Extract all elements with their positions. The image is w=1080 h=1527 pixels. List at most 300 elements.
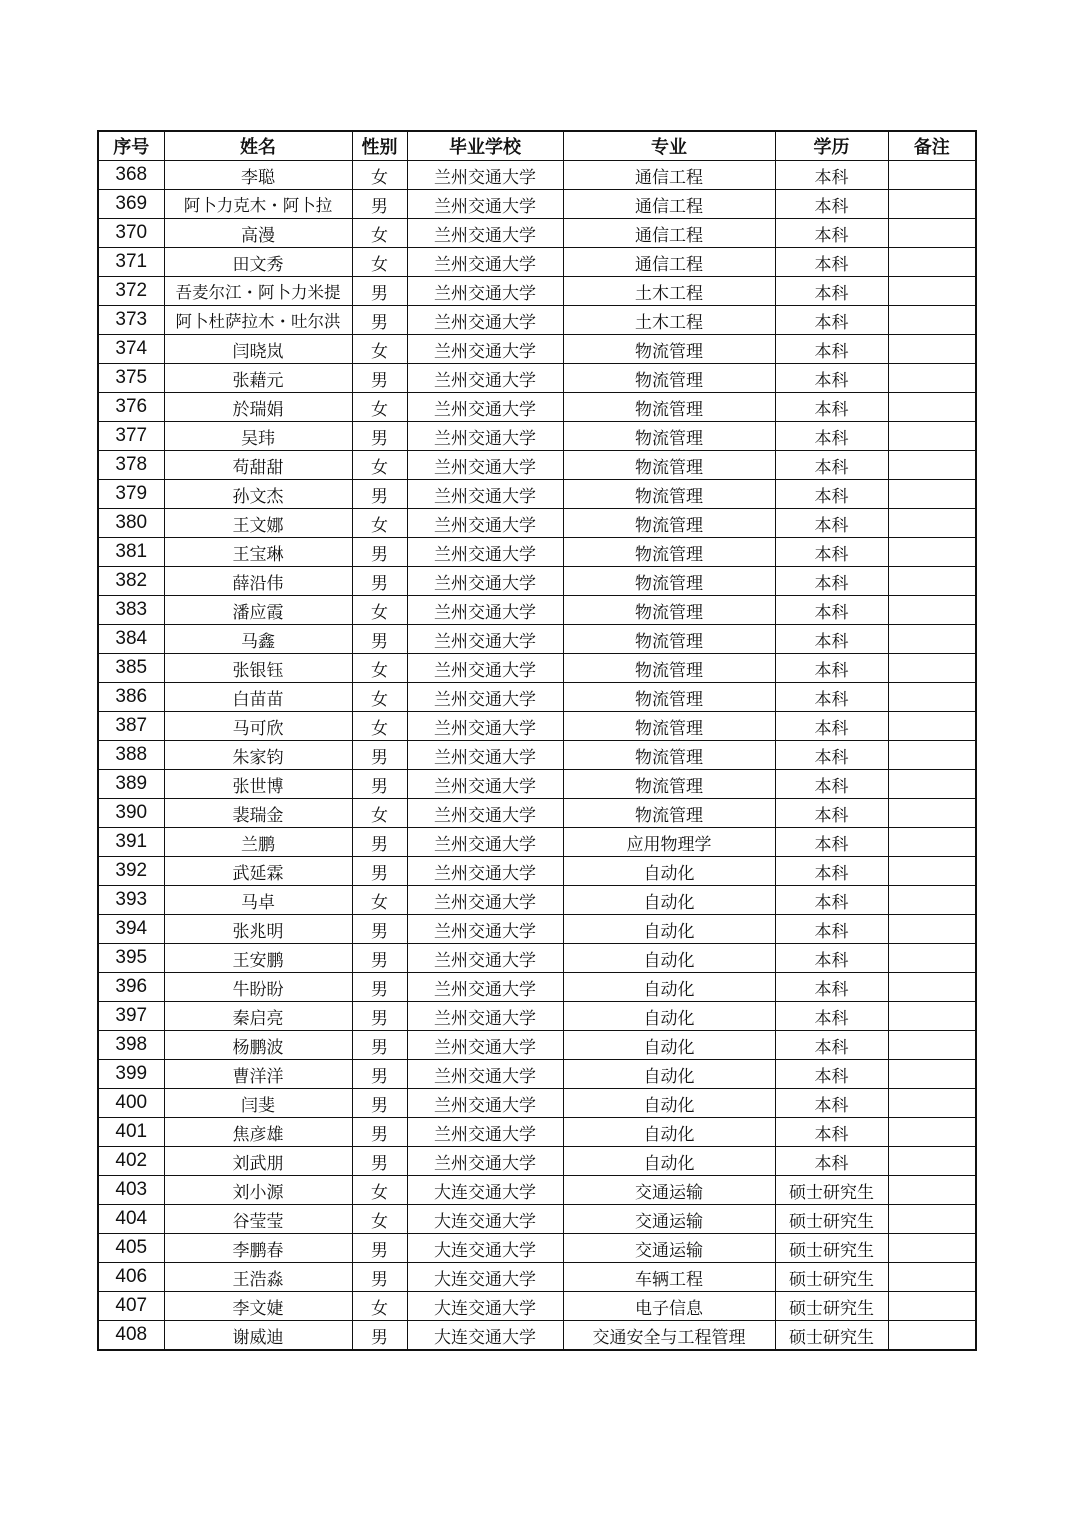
school-cell: 兰州交通大学 xyxy=(407,973,563,1002)
school-cell: 大连交通大学 xyxy=(407,1176,563,1205)
name-cell: 马卓 xyxy=(164,886,352,915)
school-cell: 兰州交通大学 xyxy=(407,654,563,683)
remarks-cell xyxy=(888,538,976,567)
table-row xyxy=(98,219,976,248)
table-row xyxy=(98,683,976,712)
gender-cell: 女 xyxy=(352,393,407,422)
degree-cell: 本科 xyxy=(775,915,888,944)
serial-cell: 372 xyxy=(98,277,164,306)
major-cell: 通信工程 xyxy=(563,248,775,277)
name-cell: 秦启亮 xyxy=(164,1002,352,1031)
major-cell: 交通运输 xyxy=(563,1176,775,1205)
major-cell: 物流管理 xyxy=(563,422,775,451)
remarks-cell xyxy=(888,1176,976,1205)
serial-cell: 402 xyxy=(98,1147,164,1176)
serial-cell: 390 xyxy=(98,799,164,828)
name-cell: 谢威迪 xyxy=(164,1321,352,1351)
name-cell: 於瑞娟 xyxy=(164,393,352,422)
table-row xyxy=(98,567,976,596)
table-row xyxy=(98,509,976,538)
serial-cell: 377 xyxy=(98,422,164,451)
major-cell: 通信工程 xyxy=(563,190,775,219)
name-cell: 杨鹏波 xyxy=(164,1031,352,1060)
major-cell: 自动化 xyxy=(563,1031,775,1060)
table-row xyxy=(98,480,976,509)
major-cell: 物流管理 xyxy=(563,480,775,509)
remarks-cell xyxy=(888,509,976,538)
remarks-cell xyxy=(888,161,976,190)
header-school: 毕业学校 xyxy=(407,131,563,161)
degree-cell: 本科 xyxy=(775,654,888,683)
name-cell: 张藉元 xyxy=(164,364,352,393)
table-row xyxy=(98,190,976,219)
serial-cell: 368 xyxy=(98,161,164,190)
major-cell: 自动化 xyxy=(563,1060,775,1089)
school-cell: 兰州交通大学 xyxy=(407,1089,563,1118)
header-degree: 学历 xyxy=(775,131,888,161)
school-cell: 兰州交通大学 xyxy=(407,683,563,712)
remarks-cell xyxy=(888,219,976,248)
table-row xyxy=(98,538,976,567)
gender-cell: 男 xyxy=(352,944,407,973)
gender-cell: 女 xyxy=(352,219,407,248)
degree-cell: 本科 xyxy=(775,944,888,973)
remarks-cell xyxy=(888,596,976,625)
degree-cell: 本科 xyxy=(775,422,888,451)
serial-cell: 396 xyxy=(98,973,164,1002)
name-cell: 谷莹莹 xyxy=(164,1205,352,1234)
gender-cell: 男 xyxy=(352,1147,407,1176)
major-cell: 交通安全与工程管理 xyxy=(563,1321,775,1351)
name-cell: 刘武朋 xyxy=(164,1147,352,1176)
major-cell: 物流管理 xyxy=(563,567,775,596)
school-cell: 兰州交通大学 xyxy=(407,1118,563,1147)
major-cell: 交通运输 xyxy=(563,1205,775,1234)
header-serial: 序号 xyxy=(98,131,164,161)
major-cell: 自动化 xyxy=(563,915,775,944)
major-cell: 物流管理 xyxy=(563,509,775,538)
gender-cell: 女 xyxy=(352,335,407,364)
major-cell: 物流管理 xyxy=(563,654,775,683)
gender-cell: 男 xyxy=(352,277,407,306)
remarks-cell xyxy=(888,1031,976,1060)
remarks-cell xyxy=(888,857,976,886)
gender-cell: 男 xyxy=(352,1031,407,1060)
name-cell: 张兆明 xyxy=(164,915,352,944)
school-cell: 兰州交通大学 xyxy=(407,596,563,625)
table-row xyxy=(98,1205,976,1234)
degree-cell: 本科 xyxy=(775,683,888,712)
table-row xyxy=(98,1031,976,1060)
degree-cell: 本科 xyxy=(775,1147,888,1176)
gender-cell: 女 xyxy=(352,451,407,480)
remarks-cell xyxy=(888,451,976,480)
name-cell: 刘小源 xyxy=(164,1176,352,1205)
serial-cell: 408 xyxy=(98,1321,164,1351)
serial-cell: 403 xyxy=(98,1176,164,1205)
header-major: 专业 xyxy=(563,131,775,161)
name-cell: 牛盼盼 xyxy=(164,973,352,1002)
degree-cell: 本科 xyxy=(775,567,888,596)
table-row xyxy=(98,625,976,654)
serial-cell: 401 xyxy=(98,1118,164,1147)
major-cell: 自动化 xyxy=(563,1089,775,1118)
remarks-cell xyxy=(888,1089,976,1118)
serial-cell: 394 xyxy=(98,915,164,944)
name-cell: 王浩淼 xyxy=(164,1263,352,1292)
school-cell: 兰州交通大学 xyxy=(407,190,563,219)
gender-cell: 女 xyxy=(352,509,407,538)
major-cell: 物流管理 xyxy=(563,393,775,422)
serial-cell: 397 xyxy=(98,1002,164,1031)
gender-cell: 女 xyxy=(352,248,407,277)
gender-cell: 男 xyxy=(352,1321,407,1351)
serial-cell: 388 xyxy=(98,741,164,770)
gender-cell: 男 xyxy=(352,364,407,393)
degree-cell: 本科 xyxy=(775,770,888,799)
gender-cell: 女 xyxy=(352,1176,407,1205)
gender-cell: 女 xyxy=(352,886,407,915)
name-cell: 曹洋洋 xyxy=(164,1060,352,1089)
serial-cell: 400 xyxy=(98,1089,164,1118)
school-cell: 兰州交通大学 xyxy=(407,538,563,567)
degree-cell: 本科 xyxy=(775,538,888,567)
name-cell: 王宝琳 xyxy=(164,538,352,567)
degree-cell: 本科 xyxy=(775,335,888,364)
major-cell: 通信工程 xyxy=(563,219,775,248)
school-cell: 兰州交通大学 xyxy=(407,1002,563,1031)
remarks-cell xyxy=(888,741,976,770)
gender-cell: 女 xyxy=(352,683,407,712)
serial-cell: 373 xyxy=(98,306,164,335)
major-cell: 物流管理 xyxy=(563,799,775,828)
header-remarks: 备注 xyxy=(888,131,976,161)
name-cell: 阿卜力克木・阿卜拉 xyxy=(164,190,352,219)
table-row xyxy=(98,944,976,973)
degree-cell: 本科 xyxy=(775,161,888,190)
gender-cell: 男 xyxy=(352,306,407,335)
remarks-cell xyxy=(888,915,976,944)
table-row xyxy=(98,1147,976,1176)
remarks-cell xyxy=(888,625,976,654)
degree-cell: 本科 xyxy=(775,480,888,509)
name-cell: 高漫 xyxy=(164,219,352,248)
major-cell: 应用物理学 xyxy=(563,828,775,857)
gender-cell: 男 xyxy=(352,1234,407,1263)
gender-cell: 女 xyxy=(352,799,407,828)
degree-cell: 本科 xyxy=(775,1089,888,1118)
remarks-cell xyxy=(888,1321,976,1351)
header-name: 姓名 xyxy=(164,131,352,161)
remarks-cell xyxy=(888,393,976,422)
roster-body xyxy=(98,161,976,1351)
school-cell: 大连交通大学 xyxy=(407,1263,563,1292)
major-cell: 物流管理 xyxy=(563,596,775,625)
name-cell: 吾麦尔江・阿卜力米提 xyxy=(164,277,352,306)
school-cell: 兰州交通大学 xyxy=(407,625,563,654)
degree-cell: 硕士研究生 xyxy=(775,1176,888,1205)
school-cell: 兰州交通大学 xyxy=(407,161,563,190)
school-cell: 兰州交通大学 xyxy=(407,1060,563,1089)
table-row xyxy=(98,973,976,1002)
degree-cell: 本科 xyxy=(775,509,888,538)
major-cell: 自动化 xyxy=(563,973,775,1002)
serial-cell: 385 xyxy=(98,654,164,683)
remarks-cell xyxy=(888,1002,976,1031)
school-cell: 兰州交通大学 xyxy=(407,770,563,799)
serial-cell: 393 xyxy=(98,886,164,915)
table-row xyxy=(98,654,976,683)
major-cell: 交通运输 xyxy=(563,1234,775,1263)
serial-cell: 378 xyxy=(98,451,164,480)
serial-cell: 392 xyxy=(98,857,164,886)
school-cell: 兰州交通大学 xyxy=(407,741,563,770)
school-cell: 兰州交通大学 xyxy=(407,451,563,480)
serial-cell: 391 xyxy=(98,828,164,857)
school-cell: 兰州交通大学 xyxy=(407,364,563,393)
school-cell: 兰州交通大学 xyxy=(407,480,563,509)
serial-cell: 374 xyxy=(98,335,164,364)
school-cell: 兰州交通大学 xyxy=(407,1031,563,1060)
school-cell: 兰州交通大学 xyxy=(407,799,563,828)
name-cell: 苟甜甜 xyxy=(164,451,352,480)
name-cell: 白苗苗 xyxy=(164,683,352,712)
name-cell: 潘应霞 xyxy=(164,596,352,625)
name-cell: 李鹏春 xyxy=(164,1234,352,1263)
gender-cell: 男 xyxy=(352,828,407,857)
serial-cell: 406 xyxy=(98,1263,164,1292)
gender-cell: 女 xyxy=(352,1205,407,1234)
remarks-cell xyxy=(888,567,976,596)
school-cell: 兰州交通大学 xyxy=(407,712,563,741)
roster-table xyxy=(97,130,977,1351)
degree-cell: 硕士研究生 xyxy=(775,1234,888,1263)
school-cell: 兰州交通大学 xyxy=(407,393,563,422)
major-cell: 物流管理 xyxy=(563,451,775,480)
major-cell: 物流管理 xyxy=(563,335,775,364)
name-cell: 田文秀 xyxy=(164,248,352,277)
table-row xyxy=(98,1321,976,1351)
table-row xyxy=(98,712,976,741)
table-row xyxy=(98,393,976,422)
name-cell: 闫斐 xyxy=(164,1089,352,1118)
degree-cell: 硕士研究生 xyxy=(775,1321,888,1351)
name-cell: 闫晓岚 xyxy=(164,335,352,364)
major-cell: 通信工程 xyxy=(563,161,775,190)
gender-cell: 女 xyxy=(352,654,407,683)
school-cell: 兰州交通大学 xyxy=(407,944,563,973)
table-row xyxy=(98,828,976,857)
gender-cell: 男 xyxy=(352,538,407,567)
table-row xyxy=(98,596,976,625)
remarks-cell xyxy=(888,799,976,828)
table-row xyxy=(98,1089,976,1118)
serial-cell: 371 xyxy=(98,248,164,277)
remarks-cell xyxy=(888,712,976,741)
school-cell: 兰州交通大学 xyxy=(407,306,563,335)
major-cell: 电子信息 xyxy=(563,1292,775,1321)
serial-cell: 369 xyxy=(98,190,164,219)
school-cell: 兰州交通大学 xyxy=(407,828,563,857)
serial-cell: 407 xyxy=(98,1292,164,1321)
degree-cell: 本科 xyxy=(775,625,888,654)
name-cell: 阿卜杜萨拉木・吐尔洪 xyxy=(164,306,352,335)
serial-cell: 382 xyxy=(98,567,164,596)
degree-cell: 本科 xyxy=(775,973,888,1002)
degree-cell: 硕士研究生 xyxy=(775,1205,888,1234)
major-cell: 物流管理 xyxy=(563,538,775,567)
major-cell: 自动化 xyxy=(563,944,775,973)
school-cell: 兰州交通大学 xyxy=(407,915,563,944)
serial-cell: 376 xyxy=(98,393,164,422)
table-row xyxy=(98,1234,976,1263)
degree-cell: 本科 xyxy=(775,451,888,480)
name-cell: 马鑫 xyxy=(164,625,352,654)
remarks-cell xyxy=(888,335,976,364)
gender-cell: 男 xyxy=(352,915,407,944)
table-row xyxy=(98,161,976,190)
remarks-cell xyxy=(888,1147,976,1176)
name-cell: 朱家钧 xyxy=(164,741,352,770)
gender-cell: 男 xyxy=(352,741,407,770)
name-cell: 王安鹏 xyxy=(164,944,352,973)
degree-cell: 本科 xyxy=(775,886,888,915)
table-row xyxy=(98,1118,976,1147)
gender-cell: 男 xyxy=(352,422,407,451)
table-row xyxy=(98,1292,976,1321)
remarks-cell xyxy=(888,828,976,857)
degree-cell: 本科 xyxy=(775,857,888,886)
remarks-cell xyxy=(888,683,976,712)
gender-cell: 男 xyxy=(352,567,407,596)
remarks-cell xyxy=(888,1234,976,1263)
remarks-cell xyxy=(888,277,976,306)
table-row xyxy=(98,1002,976,1031)
school-cell: 大连交通大学 xyxy=(407,1321,563,1351)
major-cell: 自动化 xyxy=(563,1118,775,1147)
table-row xyxy=(98,1176,976,1205)
name-cell: 薛沿伟 xyxy=(164,567,352,596)
serial-cell: 375 xyxy=(98,364,164,393)
major-cell: 自动化 xyxy=(563,1002,775,1031)
major-cell: 土木工程 xyxy=(563,277,775,306)
name-cell: 王文娜 xyxy=(164,509,352,538)
serial-cell: 398 xyxy=(98,1031,164,1060)
remarks-cell xyxy=(888,480,976,509)
table-row xyxy=(98,741,976,770)
remarks-cell xyxy=(888,1263,976,1292)
major-cell: 物流管理 xyxy=(563,364,775,393)
degree-cell: 本科 xyxy=(775,306,888,335)
table-row xyxy=(98,364,976,393)
name-cell: 兰鹏 xyxy=(164,828,352,857)
school-cell: 兰州交通大学 xyxy=(407,335,563,364)
gender-cell: 男 xyxy=(352,1060,407,1089)
school-cell: 兰州交通大学 xyxy=(407,509,563,538)
degree-cell: 本科 xyxy=(775,277,888,306)
remarks-cell xyxy=(888,306,976,335)
school-cell: 兰州交通大学 xyxy=(407,248,563,277)
roster-sheet xyxy=(97,130,975,1351)
remarks-cell xyxy=(888,1060,976,1089)
name-cell: 吴玮 xyxy=(164,422,352,451)
remarks-cell xyxy=(888,654,976,683)
table-row xyxy=(98,1263,976,1292)
remarks-cell xyxy=(888,364,976,393)
table-row xyxy=(98,451,976,480)
degree-cell: 本科 xyxy=(775,190,888,219)
remarks-cell xyxy=(888,886,976,915)
serial-cell: 370 xyxy=(98,219,164,248)
serial-cell: 386 xyxy=(98,683,164,712)
degree-cell: 本科 xyxy=(775,1002,888,1031)
degree-cell: 本科 xyxy=(775,596,888,625)
remarks-cell xyxy=(888,1205,976,1234)
serial-cell: 387 xyxy=(98,712,164,741)
gender-cell: 男 xyxy=(352,857,407,886)
table-row xyxy=(98,277,976,306)
table-row xyxy=(98,306,976,335)
serial-cell: 399 xyxy=(98,1060,164,1089)
major-cell: 物流管理 xyxy=(563,741,775,770)
serial-cell: 383 xyxy=(98,596,164,625)
degree-cell: 本科 xyxy=(775,248,888,277)
serial-cell: 380 xyxy=(98,509,164,538)
school-cell: 兰州交通大学 xyxy=(407,886,563,915)
serial-cell: 395 xyxy=(98,944,164,973)
name-cell: 焦彦雄 xyxy=(164,1118,352,1147)
gender-cell: 男 xyxy=(352,480,407,509)
remarks-cell xyxy=(888,1292,976,1321)
gender-cell: 男 xyxy=(352,1263,407,1292)
table-row xyxy=(98,335,976,364)
name-cell: 张世博 xyxy=(164,770,352,799)
gender-cell: 男 xyxy=(352,190,407,219)
major-cell: 物流管理 xyxy=(563,625,775,654)
degree-cell: 本科 xyxy=(775,1060,888,1089)
serial-cell: 405 xyxy=(98,1234,164,1263)
name-cell: 张银钰 xyxy=(164,654,352,683)
degree-cell: 硕士研究生 xyxy=(775,1263,888,1292)
school-cell: 兰州交通大学 xyxy=(407,1147,563,1176)
degree-cell: 本科 xyxy=(775,712,888,741)
gender-cell: 男 xyxy=(352,1089,407,1118)
table-row xyxy=(98,886,976,915)
degree-cell: 本科 xyxy=(775,799,888,828)
table-row xyxy=(98,248,976,277)
major-cell: 物流管理 xyxy=(563,712,775,741)
name-cell: 李聪 xyxy=(164,161,352,190)
school-cell: 兰州交通大学 xyxy=(407,857,563,886)
major-cell: 自动化 xyxy=(563,1147,775,1176)
name-cell: 孙文杰 xyxy=(164,480,352,509)
degree-cell: 硕士研究生 xyxy=(775,1292,888,1321)
remarks-cell xyxy=(888,248,976,277)
degree-cell: 本科 xyxy=(775,828,888,857)
serial-cell: 404 xyxy=(98,1205,164,1234)
gender-cell: 男 xyxy=(352,625,407,654)
school-cell: 大连交通大学 xyxy=(407,1234,563,1263)
major-cell: 土木工程 xyxy=(563,306,775,335)
major-cell: 自动化 xyxy=(563,886,775,915)
degree-cell: 本科 xyxy=(775,393,888,422)
school-cell: 大连交通大学 xyxy=(407,1205,563,1234)
remarks-cell xyxy=(888,944,976,973)
major-cell: 车辆工程 xyxy=(563,1263,775,1292)
serial-cell: 381 xyxy=(98,538,164,567)
header-row xyxy=(98,131,976,161)
table-row xyxy=(98,857,976,886)
